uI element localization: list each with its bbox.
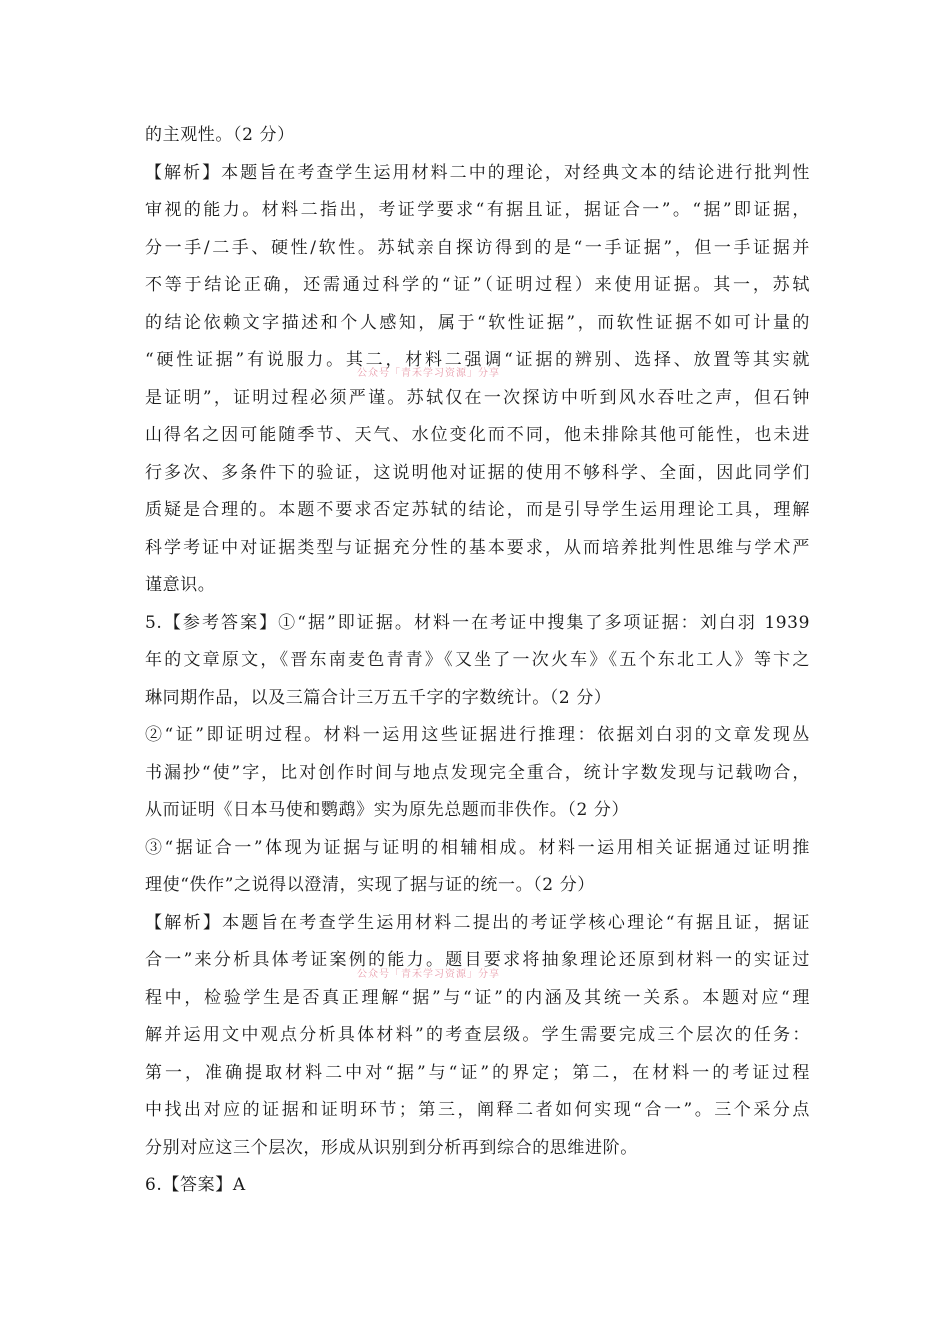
text-line: 【解析】本题旨在考查学生运用材料二提出的考证学核心理论“有据且证，据证 — [145, 912, 810, 933]
text-line: 的结论依赖文字描述和个人感知，属于“软性证据”，而软性证据不如可计量的 — [145, 312, 810, 333]
text-line: ②“证”即证明过程。材料一运用这些证据进行推理：依据刘白羽的文章发现丛 — [145, 725, 810, 745]
text-line: 谨意识。 — [145, 575, 216, 595]
text-line: 山得名之因可能随季节、天气、水位变化而不同，他未排除其他可能性，也未进 — [145, 425, 810, 445]
text-line: 程中，检验学生是否真正理解“据”与“证”的内涵及其统一关系。本题对应“理 — [145, 987, 810, 1008]
text-line: 解并运用文中观点分析具体材料”的考查层级。学生需要完成三个层次的任务： — [145, 1025, 810, 1045]
text-line: 是证明”，证明过程必须严谨。苏轼仅在一次探访中听到风水吞吐之声，但石钟 — [145, 387, 810, 408]
text-line: 分一手/二手、硬性/软性。苏轼亲自探访得到的是“一手证据”，但一手证据并 — [145, 237, 810, 258]
text-line: 理使“佚作”之说得以澄清，实现了据与证的统一。（2 分） — [145, 875, 595, 895]
text-line: 中找出对应的证据和证明环节；第三，阐释二者如何实现“合一”。三个采分点 — [145, 1100, 810, 1120]
text-line: 年的文章原文，《晋东南麦色青青》《又坐了一次火车》《五个东北工人》等卞之 — [145, 650, 810, 670]
text-line: 【解析】本题旨在考查学生运用材料二中的理论，对经典文本的结论进行批判性 — [145, 162, 810, 183]
text-line: 科学考证中对证据类型与证据充分性的基本要求，从而培养批判性思维与学术严 — [145, 537, 810, 558]
watermark: 公众号「青禾学习资源」分享 — [357, 969, 500, 980]
text-line: 第一，准确提取材料二中对“据”与“证”的界定；第二，在材料一的考证过程 — [145, 1062, 810, 1083]
text-line: 5.【参考答案】①“据”即证据。材料一在考证中搜集了多项证据：刘白羽 1939 — [145, 612, 810, 633]
text-line: 琳同期作品，以及三篇合计三万五千字的字数统计。（2 分） — [145, 687, 612, 708]
text-line: 书漏抄“使”字，比对创作时间与地点发现完全重合，统计字数发现与记载吻合， — [145, 762, 810, 783]
text-line: ③“据证合一”体现为证据与证明的相辅相成。材料一运用相关证据通过证明推 — [145, 837, 810, 858]
text-line: 审视的能力。材料二指出，考证学要求“有据且证，据证合一”。“据”即证据， — [145, 200, 810, 220]
watermark: 公众号「青禾学习资源」分享 — [357, 368, 500, 379]
text-line: 行多次、多条件下的验证，这说明他对证据的使用不够科学、全面，因此同学们 — [145, 462, 810, 483]
text-line: 合一”来分析具体考证案例的能力。题目要求将抽象理论还原到材料一的实证过 — [145, 950, 810, 970]
text-line: 质疑是合理的。本题不要求否定苏轼的结论，而是引导学生运用理论工具，理解 — [145, 500, 810, 520]
document-body — [145, 117, 810, 1205]
text-line: 的主观性。（2 分） — [145, 125, 295, 145]
text-line: “硬性证据”有说服力。其二，材料二强调“证据的辨别、选择、放置等其实就 — [145, 350, 810, 370]
text-line: 6.【答案】A — [145, 1175, 246, 1195]
text-line: 从而证明《日本马使和鹦鹉》实为原先总题而非佚作。（2 分） — [145, 800, 630, 820]
text-line: 不等于结论正确，还需通过科学的“证”（证明过程）来使用证据。其一，苏轼 — [145, 275, 810, 295]
text-line: 分别对应这三个层次，形成从识别到分析再到综合的思维进阶。 — [145, 1137, 638, 1158]
